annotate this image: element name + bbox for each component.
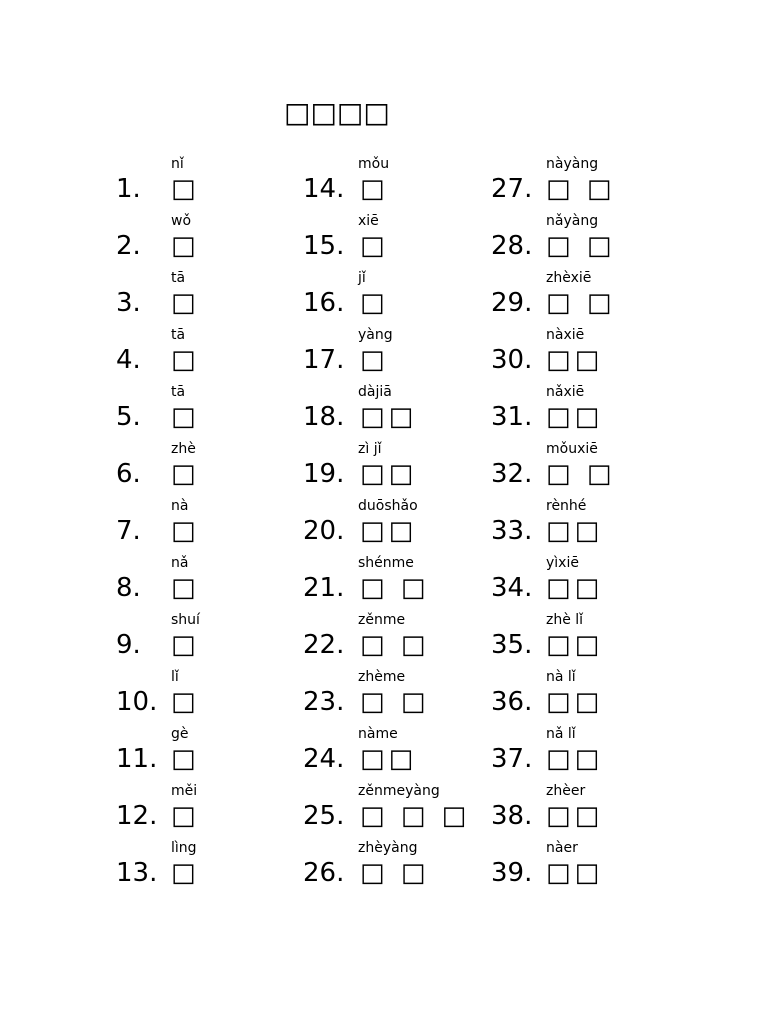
- item-number: 37.: [491, 744, 533, 774]
- list-item: [116, 321, 301, 378]
- pinyin: yìxiē: [546, 555, 579, 571]
- pinyin: dàjiā: [358, 384, 392, 400]
- hanzi: □ □: [360, 858, 430, 888]
- item-number: 21.: [303, 573, 345, 603]
- hanzi: □: [171, 801, 200, 831]
- pinyin: tā: [171, 270, 186, 286]
- pinyin: zěnmeyàng: [358, 783, 440, 799]
- hanzi: □: [171, 516, 200, 546]
- hanzi: □□: [360, 402, 418, 432]
- pinyin: nàyàng: [546, 156, 599, 172]
- list-item: [303, 606, 488, 663]
- list-item: [116, 207, 301, 264]
- hanzi: □□: [360, 516, 418, 546]
- pinyin: duōshǎo: [358, 498, 418, 514]
- item-number: 5.: [116, 402, 141, 432]
- hanzi: □ □: [360, 630, 430, 660]
- list-item: [116, 492, 301, 549]
- list-item: [303, 663, 488, 720]
- pinyin: jǐ: [358, 270, 366, 286]
- list-item: [491, 435, 676, 492]
- item-number: 35.: [491, 630, 533, 660]
- list-item: [491, 606, 676, 663]
- hanzi: □ □: [546, 231, 616, 261]
- item-number: 7.: [116, 516, 141, 546]
- pinyin: nà lǐ: [546, 669, 576, 685]
- item-number: 2.: [116, 231, 141, 261]
- pinyin: lǐ: [171, 669, 179, 685]
- list-item: [303, 150, 488, 207]
- item-number: 27.: [491, 174, 533, 204]
- list-item: [116, 549, 301, 606]
- hanzi: □: [360, 345, 389, 375]
- item-number: 19.: [303, 459, 345, 489]
- hanzi: □: [171, 174, 200, 204]
- list-item: [116, 834, 301, 891]
- pinyin: nǎ: [171, 555, 189, 571]
- hanzi: □: [171, 687, 200, 717]
- item-number: 26.: [303, 858, 345, 888]
- pinyin: zì jǐ: [358, 441, 382, 457]
- hanzi: □: [171, 231, 200, 261]
- hanzi: □□: [546, 744, 604, 774]
- item-number: 18.: [303, 402, 345, 432]
- list-item: [116, 606, 301, 663]
- list-item: [116, 150, 301, 207]
- item-number: 15.: [303, 231, 345, 261]
- hanzi: □ □: [546, 459, 616, 489]
- hanzi: □: [171, 573, 200, 603]
- pinyin: xiē: [358, 213, 379, 229]
- hanzi: □: [171, 288, 200, 318]
- hanzi: □ □ □: [360, 801, 471, 831]
- item-number: 20.: [303, 516, 345, 546]
- item-number: 38.: [491, 801, 533, 831]
- item-number: 25.: [303, 801, 345, 831]
- list-item: [491, 378, 676, 435]
- item-number: 11.: [116, 744, 158, 774]
- list-item: [491, 492, 676, 549]
- pinyin: nàme: [358, 726, 398, 742]
- pinyin: rènhé: [546, 498, 587, 514]
- hanzi: □□: [360, 744, 418, 774]
- pinyin: yàng: [358, 327, 393, 343]
- item-number: 17.: [303, 345, 345, 375]
- hanzi: □ □: [546, 174, 616, 204]
- pinyin: zhème: [358, 669, 406, 685]
- item-number: 36.: [491, 687, 533, 717]
- pinyin: nǎxiē: [546, 384, 585, 400]
- hanzi: □: [360, 288, 389, 318]
- list-item: [491, 834, 676, 891]
- item-number: 8.: [116, 573, 141, 603]
- list-item: [491, 321, 676, 378]
- pinyin: zhèyàng: [358, 840, 418, 856]
- hanzi: □: [171, 858, 200, 888]
- pinyin: tā: [171, 384, 186, 400]
- item-number: 22.: [303, 630, 345, 660]
- list-item: [303, 264, 488, 321]
- list-item: [116, 720, 301, 777]
- item-number: 16.: [303, 288, 345, 318]
- pinyin: zhè lǐ: [546, 612, 584, 628]
- item-number: 3.: [116, 288, 141, 318]
- hanzi: □□: [546, 516, 604, 546]
- list-item: [116, 435, 301, 492]
- list-item: [303, 834, 488, 891]
- pinyin: zhè: [171, 441, 196, 457]
- list-item: [491, 150, 676, 207]
- list-item: [491, 720, 676, 777]
- pinyin: nàxiē: [546, 327, 585, 343]
- hanzi: □: [360, 174, 389, 204]
- list-item: [491, 663, 676, 720]
- list-item: [303, 378, 488, 435]
- list-item: [303, 492, 488, 549]
- hanzi: □□: [546, 858, 604, 888]
- hanzi: □□: [546, 630, 604, 660]
- pinyin: zhèxiē: [546, 270, 592, 286]
- hanzi: □□: [546, 573, 604, 603]
- pinyin: shénme: [358, 555, 414, 571]
- item-number: 29.: [491, 288, 533, 318]
- item-number: 14.: [303, 174, 345, 204]
- item-number: 28.: [491, 231, 533, 261]
- column-3: [491, 150, 676, 891]
- list-item: [116, 378, 301, 435]
- hanzi: □□: [546, 801, 604, 831]
- item-number: 13.: [116, 858, 158, 888]
- item-number: 39.: [491, 858, 533, 888]
- pinyin: nà: [171, 498, 189, 514]
- list-item: [303, 321, 488, 378]
- pinyin: wǒ: [171, 213, 192, 229]
- hanzi: □: [171, 459, 200, 489]
- pinyin: zěnme: [358, 612, 406, 628]
- item-number: 6.: [116, 459, 141, 489]
- list-item: [491, 207, 676, 264]
- pinyin: nàer: [546, 840, 578, 856]
- pinyin: zhèer: [546, 783, 586, 799]
- pinyin: shuí: [171, 612, 200, 628]
- page-title: □□□□: [284, 96, 390, 129]
- hanzi: □□: [546, 402, 604, 432]
- pinyin: mǒu: [358, 156, 390, 172]
- item-number: 33.: [491, 516, 533, 546]
- hanzi: □ □: [360, 573, 430, 603]
- pinyin: nǎyàng: [546, 213, 599, 229]
- column-1: [116, 150, 301, 891]
- hanzi: □: [360, 231, 389, 261]
- hanzi: □□: [360, 459, 418, 489]
- column-2: [303, 150, 488, 891]
- item-number: 31.: [491, 402, 533, 432]
- pinyin: mǒuxiē: [546, 441, 598, 457]
- list-item: [116, 663, 301, 720]
- list-item: [491, 777, 676, 834]
- pinyin: nǎ lǐ: [546, 726, 576, 742]
- list-item: [303, 720, 488, 777]
- pinyin: měi: [171, 783, 198, 799]
- hanzi: □□: [546, 345, 604, 375]
- hanzi: □ □: [546, 288, 616, 318]
- list-item: [116, 264, 301, 321]
- item-number: 23.: [303, 687, 345, 717]
- pinyin: nǐ: [171, 156, 184, 172]
- list-item: [303, 549, 488, 606]
- list-item: [303, 207, 488, 264]
- hanzi: □ □: [360, 687, 430, 717]
- pinyin: gè: [171, 726, 189, 742]
- item-number: 32.: [491, 459, 533, 489]
- item-number: 9.: [116, 630, 141, 660]
- item-number: 30.: [491, 345, 533, 375]
- list-item: [303, 777, 488, 834]
- pinyin: tā: [171, 327, 186, 343]
- item-number: 34.: [491, 573, 533, 603]
- item-number: 1.: [116, 174, 141, 204]
- hanzi: □□: [546, 687, 604, 717]
- list-item: [491, 549, 676, 606]
- hanzi: □: [171, 744, 200, 774]
- hanzi: □: [171, 402, 200, 432]
- list-item: [303, 435, 488, 492]
- hanzi: □: [171, 345, 200, 375]
- hanzi: □: [171, 630, 200, 660]
- item-number: 4.: [116, 345, 141, 375]
- list-item: [491, 264, 676, 321]
- list-item: [116, 777, 301, 834]
- item-number: 10.: [116, 687, 158, 717]
- item-number: 12.: [116, 801, 158, 831]
- item-number: 24.: [303, 744, 345, 774]
- pinyin: lìng: [171, 840, 197, 856]
